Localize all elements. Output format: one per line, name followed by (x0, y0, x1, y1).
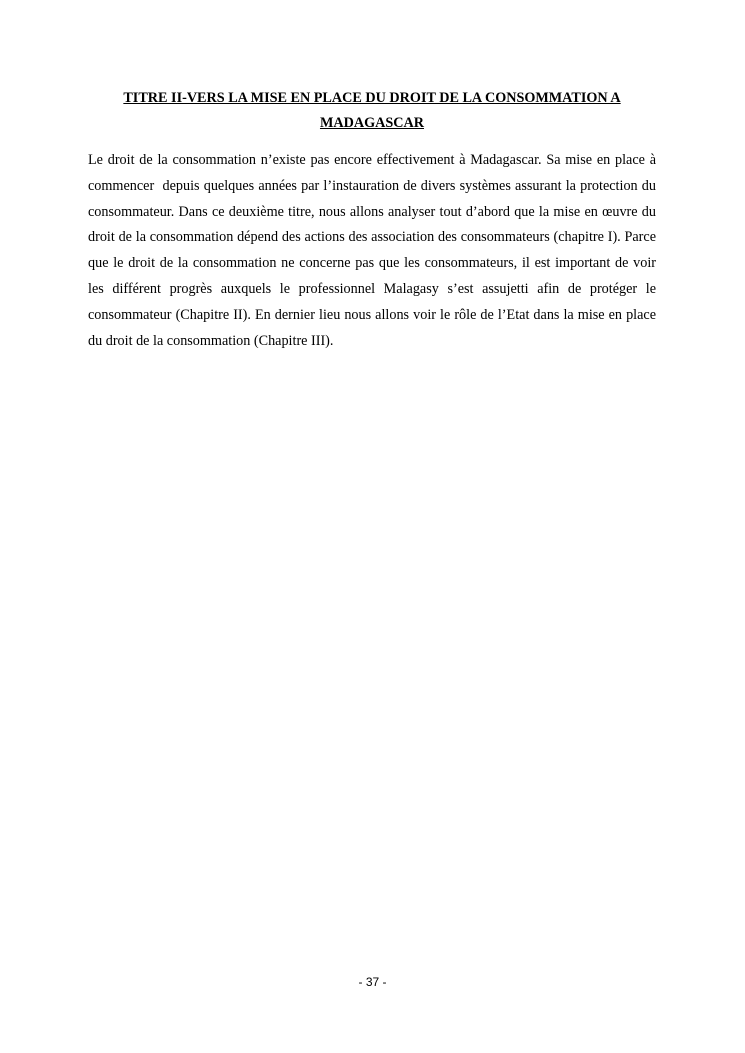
section-title (88, 86, 656, 136)
page-number: - 37 - (358, 975, 387, 989)
section-title-line-1: TITRE II-VERS LA MISE EN PLACE DU DROIT DE LA CONSOMMATION A (123, 90, 621, 106)
section-title-line-2: MADAGASCAR (319, 115, 425, 131)
body-paragraph: Le droit de la consommation n’existe pas encore effectivement à Madagascar. Sa mise en place à commencer depuis quelques années par l’instauration de divers systèmes assurant la protection du consommateur. Dans ce deuxième titre, nous allons analyser tout d’abord que la mise en œuvre du droit de la consommation dépend des actions des association des consommateurs (chapitre I). Parce que le droit de la consommation ne concerne pas que les consommateurs, il est important de voir les différent progrès auxquels le professionnel Malagasy s’est assujetti afin de protéger le consommateur (Chapitre II). En dernier lieu nous allons voir le rôle de l’Etat dans la mise en place du droit de la consommation (Chapitre III). (88, 152, 660, 349)
